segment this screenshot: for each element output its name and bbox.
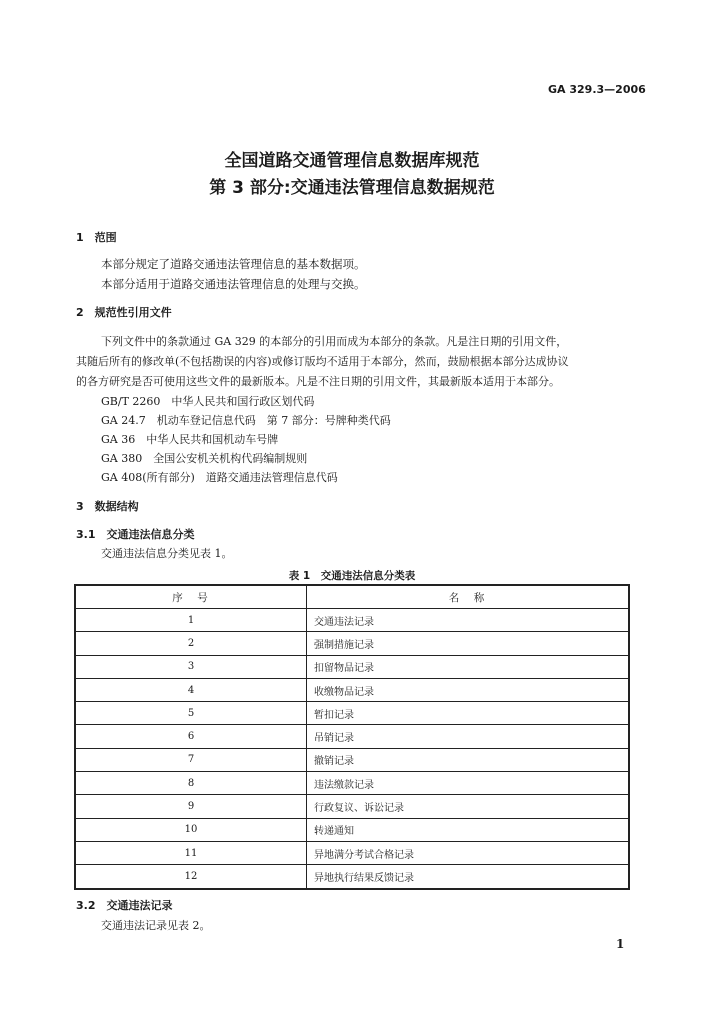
row-name: 强制措施记录 xyxy=(307,632,630,655)
section-2-heading: 2 规范性引用文件 xyxy=(76,306,172,319)
page-number: 1 xyxy=(616,937,625,951)
table-row xyxy=(75,725,629,748)
row-number: 6 xyxy=(75,725,307,748)
row-name: 违法缴款记录 xyxy=(307,772,630,795)
standard-code: GA 329.3—2006 xyxy=(548,83,646,96)
row-name: 异地满分考试合格记录 xyxy=(307,841,630,864)
table-header-row xyxy=(75,585,629,609)
table-row xyxy=(75,748,629,771)
reference-item: GA 24.7 机动车登记信息代码 第 7 部分：号牌种类代码 xyxy=(101,414,391,427)
classification-table xyxy=(74,584,630,890)
table-row xyxy=(75,865,629,889)
row-name: 收缴物品记录 xyxy=(307,678,630,701)
row-name: 异地执行结果反馈记录 xyxy=(307,865,630,889)
document-subtitle: 第 3 部分:交通违法管理信息数据规范 xyxy=(209,178,495,198)
table-row xyxy=(75,609,629,632)
table-row xyxy=(75,818,629,841)
row-number: 2 xyxy=(75,632,307,655)
header-name: 名 称 xyxy=(307,585,630,609)
section-1-heading: 1 范围 xyxy=(76,231,117,244)
header-serial-number: 序 号 xyxy=(75,585,307,609)
section-1-paragraph-1: 本部分规定了道路交通违法管理信息的基本数据项。 xyxy=(101,257,366,271)
row-name: 撤销记录 xyxy=(307,748,630,771)
section-2-paragraph-line-2: 其随后所有的修改单(不包括勘误的内容)或修订版均不适用于本部分，然而，鼓励根据本部分达成协议 xyxy=(76,355,569,368)
table-row xyxy=(75,795,629,818)
section-2-paragraph-line-3: 的各方研究是否可使用这些文件的最新版本。凡是不注日期的引用文件，其最新版本适用于本部分。 xyxy=(76,375,560,388)
reference-item: GA 36 中华人民共和国机动车号牌 xyxy=(101,433,279,446)
row-number: 12 xyxy=(75,865,307,889)
section-3-heading: 3 数据结构 xyxy=(76,500,139,513)
table-row xyxy=(75,678,629,701)
table-row xyxy=(75,772,629,795)
section-3-1-text: 交通违法信息分类见表 1。 xyxy=(101,547,233,560)
section-3-2-text: 交通违法记录见表 2。 xyxy=(101,919,211,932)
row-number: 10 xyxy=(75,818,307,841)
reference-item: GB/T 2260 中华人民共和国行政区划代码 xyxy=(101,395,315,408)
row-number: 7 xyxy=(75,748,307,771)
row-number: 11 xyxy=(75,841,307,864)
reference-item: GA 380 全国公安机关机构代码编制规则 xyxy=(101,452,308,465)
row-name: 暂扣记录 xyxy=(307,702,630,725)
row-number: 5 xyxy=(75,702,307,725)
row-name: 交通违法记录 xyxy=(307,609,630,632)
row-number: 4 xyxy=(75,678,307,701)
table-row xyxy=(75,841,629,864)
row-name: 扣留物品记录 xyxy=(307,655,630,678)
section-3-2-heading: 3.2 交通违法记录 xyxy=(76,899,173,912)
table-row xyxy=(75,702,629,725)
row-name: 转递通知 xyxy=(307,818,630,841)
table-1-caption: 表 1 交通违法信息分类表 xyxy=(288,570,416,582)
row-name: 吊销记录 xyxy=(307,725,630,748)
row-number: 1 xyxy=(75,609,307,632)
document-title: 全国道路交通管理信息数据库规范 xyxy=(224,151,480,171)
row-number: 3 xyxy=(75,655,307,678)
section-2-paragraph-line-1: 下列文件中的条款通过 GA 329 的本部分的引用而成为本部分的条款。凡是注日期的引用文件， xyxy=(101,335,568,348)
reference-item: GA 408(所有部分) 道路交通违法管理信息代码 xyxy=(101,471,338,484)
table-row xyxy=(75,632,629,655)
table-row xyxy=(75,655,629,678)
row-name: 行政复议、诉讼记录 xyxy=(307,795,630,818)
section-3-1-heading: 3.1 交通违法信息分类 xyxy=(76,528,195,541)
row-number: 9 xyxy=(75,795,307,818)
section-1-paragraph-2: 本部分适用于道路交通违法管理信息的处理与交换。 xyxy=(101,277,366,291)
row-number: 8 xyxy=(75,772,307,795)
